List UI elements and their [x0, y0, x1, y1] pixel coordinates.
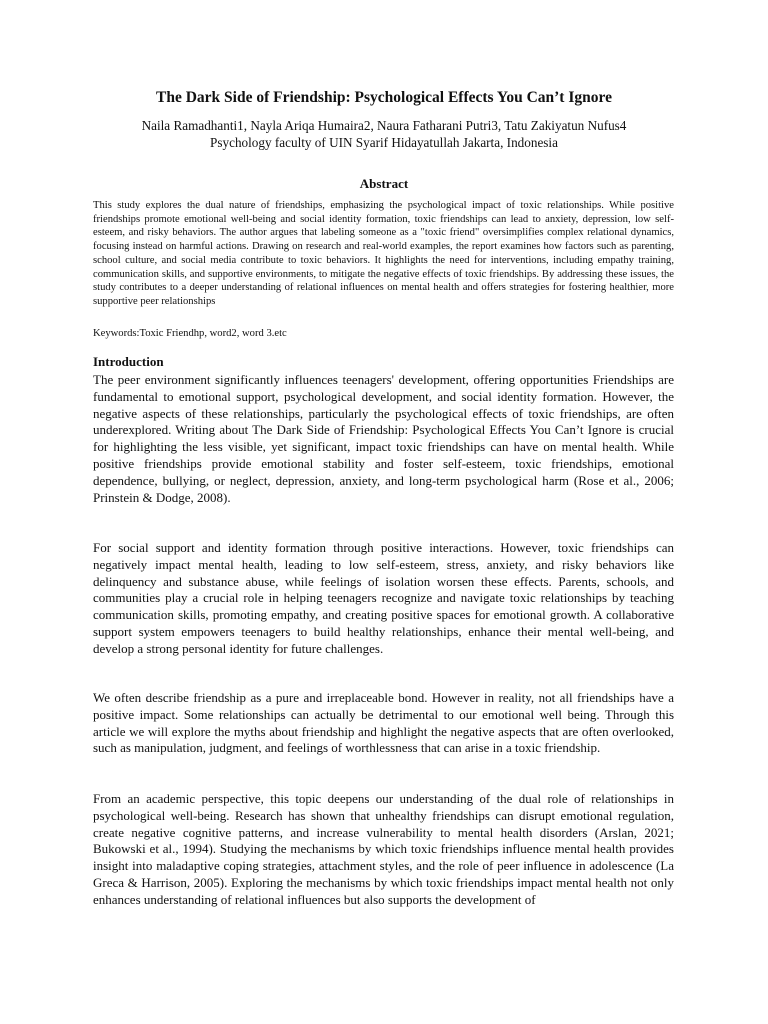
paper-title: The Dark Side of Friendship: Psychological Effects You Can’t Ignore [156, 89, 612, 106]
author-list: Naila Ramadhanti1, Nayla Ariqa Humaira2, Naura Fatharani Putri3, Tatu Zakiyatun Nufus4 [141, 118, 627, 133]
body-paragraph: The peer environment significantly influences teenagers' development, offering opportunities Friendships are fundamental to emotional support, psychological development, and social identity formation. However, the negative aspects of these relationships, particularly the psychological effects of toxic friendships, are often underexplored. Writing about The Dark Side of Friendship: Psychological Effects You Can’t Ignore is crucial for highlighting the less visible, yet significant, impact toxic friendships can have on mental health. While positive friendships provide emotional stability and foster self-esteem, toxic friendships, emotional dependence, bullying, or neglect, depression, anxiety, and long-term psychological harm (Rose et al., 2006; Prinstein & Dodge, 2008). [93, 372, 674, 505]
body-paragraph: We often describe friendship as a pure and irreplaceable bond. However in reality, not all friendships have a positive impact. Some relationships can actually be detrimental to our emotional well being. Through this article we will explore the myths about friendship and highlight the negative aspects that are often overlooked, such as manipulation, judgment, and feelings of worthlessness that can arise in a toxic friendship. [93, 690, 674, 756]
abstract-heading: Abstract [359, 176, 409, 191]
body-paragraph: From an academic perspective, this topic deepens our understanding of the dual role of relationships in psychological well-being. Research has shown that unhealthy friendships can disrupt emotional regulation, create negative cognitive patterns, and increase vulnerability to mental health disorders (Arslan, 2021; Bukowski et al., 1994). Studying the mechanisms by which toxic friendships influence mental health provides insight into maladaptive coping strategies, attachment styles, and the role of peer influence in adolescence (La Greca & Harrison, 2005). Exploring the mechanisms by which toxic friendships impact mental health not only enhances understanding of relational influences but also supports the development of [93, 791, 674, 907]
keywords-line: Keywords:Toxic Friendhp, word2, word 3.etc [93, 328, 287, 339]
introduction-heading: Introduction [93, 354, 164, 369]
body-paragraph: For social support and identity formation through positive interactions. However, toxic friendships can negatively impact mental health, leading to low self-esteem, stress, anxiety, and risky behaviors like delinquency and substance abuse, while feelings of isolation worsen these effects. Parents, schools, and communities play a crucial role in helping teenagers recognize and navigate toxic relationships by teaching communication skills, promoting empathy, and creating positive spaces for emotional growth. A collaborative support system empowers teenagers to build healthy relationships, enhance their mental well-being, and develop a strong personal identity for future challenges. [93, 540, 674, 656]
abstract-text: This study explores the dual nature of friendships, emphasizing the psychological impact of toxic relationships. While positive friendships promote emotional well-being and social identity formation, toxic friendships can lead to anxiety, depression, low self-esteem, and risky behaviors. The author argues that labeling someone as a "toxic friend" oversimplifies complex relational dynamics, focusing instead on harmful actions. Drawing on research and real-world examples, the report examines how factors such as parenting, school culture, and social media contribute to toxic behaviors. It highlights the need for interventions, including empathy training, communication skills, and supportive environments, to mitigate the negative effects of toxic friendships. By addressing these issues, the study contributes to a deeper understanding of relational influences on mental health and offers strategies for fostering healthier, more supportive peer relationships [93, 200, 674, 307]
author-affiliation: Psychology faculty of UIN Syarif Hidayatullah Jakarta, Indonesia [210, 135, 558, 150]
